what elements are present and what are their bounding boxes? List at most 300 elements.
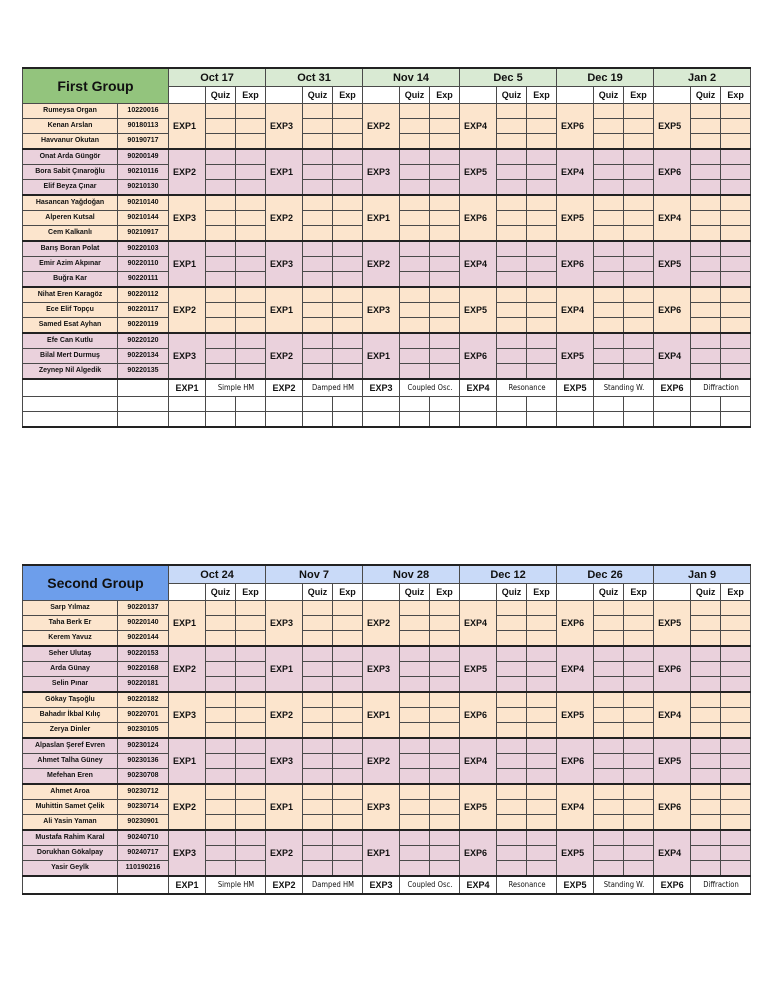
quiz-grade-cell[interactable] <box>497 241 527 257</box>
exp-grade-cell[interactable] <box>721 364 751 380</box>
quiz-grade-cell[interactable] <box>206 754 236 769</box>
quiz-grade-cell[interactable] <box>303 195 333 211</box>
quiz-grade-cell[interactable] <box>400 318 430 334</box>
exp-grade-cell[interactable] <box>430 165 460 180</box>
exp-grade-cell[interactable] <box>721 119 751 134</box>
quiz-grade-cell[interactable] <box>206 830 236 846</box>
quiz-grade-cell[interactable] <box>303 815 333 831</box>
exp-grade-cell[interactable] <box>624 119 654 134</box>
quiz-grade-cell[interactable] <box>206 769 236 785</box>
exp-grade-cell[interactable] <box>236 349 266 364</box>
exp-grade-cell[interactable] <box>721 241 751 257</box>
quiz-grade-cell[interactable] <box>594 662 624 677</box>
exp-grade-cell[interactable] <box>236 662 266 677</box>
quiz-grade-cell[interactable] <box>594 754 624 769</box>
exp-grade-cell[interactable] <box>527 149 557 165</box>
exp-grade-cell[interactable] <box>236 195 266 211</box>
empty-cell[interactable] <box>303 412 333 428</box>
exp-grade-cell[interactable] <box>624 303 654 318</box>
exp-grade-cell[interactable] <box>527 677 557 693</box>
quiz-grade-cell[interactable] <box>691 738 721 754</box>
quiz-grade-cell[interactable] <box>303 180 333 196</box>
empty-cell[interactable] <box>118 397 169 412</box>
exp-grade-cell[interactable] <box>527 104 557 119</box>
exp-grade-cell[interactable] <box>624 104 654 119</box>
quiz-grade-cell[interactable] <box>303 257 333 272</box>
quiz-grade-cell[interactable] <box>691 134 721 150</box>
quiz-grade-cell[interactable] <box>497 677 527 693</box>
quiz-grade-cell[interactable] <box>594 846 624 861</box>
exp-grade-cell[interactable] <box>236 631 266 647</box>
exp-grade-cell[interactable] <box>527 601 557 616</box>
exp-grade-cell[interactable] <box>236 601 266 616</box>
quiz-grade-cell[interactable] <box>400 646 430 662</box>
empty-cell[interactable] <box>169 397 206 412</box>
quiz-grade-cell[interactable] <box>497 119 527 134</box>
exp-grade-cell[interactable] <box>624 211 654 226</box>
quiz-grade-cell[interactable] <box>303 211 333 226</box>
quiz-grade-cell[interactable] <box>691 165 721 180</box>
exp-grade-cell[interactable] <box>624 708 654 723</box>
exp-grade-cell[interactable] <box>527 241 557 257</box>
exp-grade-cell[interactable] <box>624 272 654 288</box>
exp-grade-cell[interactable] <box>333 815 363 831</box>
quiz-grade-cell[interactable] <box>303 784 333 800</box>
quiz-grade-cell[interactable] <box>594 303 624 318</box>
quiz-grade-cell[interactable] <box>691 861 721 877</box>
exp-grade-cell[interactable] <box>624 195 654 211</box>
quiz-grade-cell[interactable] <box>691 662 721 677</box>
empty-cell[interactable] <box>333 412 363 428</box>
exp-grade-cell[interactable] <box>236 272 266 288</box>
exp-grade-cell[interactable] <box>430 287 460 303</box>
exp-grade-cell[interactable] <box>333 211 363 226</box>
exp-grade-cell[interactable] <box>236 364 266 380</box>
exp-grade-cell[interactable] <box>527 754 557 769</box>
quiz-grade-cell[interactable] <box>497 364 527 380</box>
quiz-grade-cell[interactable] <box>497 601 527 616</box>
exp-grade-cell[interactable] <box>236 616 266 631</box>
quiz-grade-cell[interactable] <box>206 195 236 211</box>
exp-grade-cell[interactable] <box>624 601 654 616</box>
exp-grade-cell[interactable] <box>624 723 654 739</box>
quiz-grade-cell[interactable] <box>691 333 721 349</box>
empty-cell[interactable] <box>23 397 118 412</box>
quiz-grade-cell[interactable] <box>497 303 527 318</box>
quiz-grade-cell[interactable] <box>206 241 236 257</box>
exp-grade-cell[interactable] <box>430 241 460 257</box>
quiz-grade-cell[interactable] <box>497 738 527 754</box>
exp-grade-cell[interactable] <box>333 104 363 119</box>
quiz-grade-cell[interactable] <box>206 601 236 616</box>
exp-grade-cell[interactable] <box>624 241 654 257</box>
exp-grade-cell[interactable] <box>721 180 751 196</box>
quiz-grade-cell[interactable] <box>400 349 430 364</box>
exp-grade-cell[interactable] <box>430 815 460 831</box>
exp-grade-cell[interactable] <box>236 241 266 257</box>
exp-grade-cell[interactable] <box>624 149 654 165</box>
exp-grade-cell[interactable] <box>527 769 557 785</box>
quiz-grade-cell[interactable] <box>206 662 236 677</box>
exp-grade-cell[interactable] <box>236 784 266 800</box>
quiz-grade-cell[interactable] <box>400 272 430 288</box>
exp-grade-cell[interactable] <box>624 631 654 647</box>
empty-cell[interactable] <box>430 397 460 412</box>
quiz-grade-cell[interactable] <box>303 677 333 693</box>
quiz-grade-cell[interactable] <box>303 646 333 662</box>
empty-cell[interactable] <box>118 412 169 428</box>
empty-cell[interactable] <box>527 412 557 428</box>
empty-cell[interactable] <box>430 412 460 428</box>
exp-grade-cell[interactable] <box>624 287 654 303</box>
exp-grade-cell[interactable] <box>430 800 460 815</box>
empty-cell[interactable] <box>169 412 206 428</box>
quiz-grade-cell[interactable] <box>691 257 721 272</box>
exp-grade-cell[interactable] <box>527 800 557 815</box>
quiz-grade-cell[interactable] <box>400 800 430 815</box>
quiz-grade-cell[interactable] <box>691 754 721 769</box>
quiz-grade-cell[interactable] <box>594 646 624 662</box>
exp-grade-cell[interactable] <box>527 815 557 831</box>
quiz-grade-cell[interactable] <box>497 180 527 196</box>
quiz-grade-cell[interactable] <box>594 723 624 739</box>
quiz-grade-cell[interactable] <box>303 226 333 242</box>
exp-grade-cell[interactable] <box>527 861 557 877</box>
quiz-grade-cell[interactable] <box>206 272 236 288</box>
exp-grade-cell[interactable] <box>236 287 266 303</box>
empty-cell[interactable] <box>236 412 266 428</box>
empty-cell[interactable] <box>691 397 721 412</box>
quiz-grade-cell[interactable] <box>206 708 236 723</box>
quiz-grade-cell[interactable] <box>594 784 624 800</box>
exp-grade-cell[interactable] <box>430 692 460 708</box>
exp-grade-cell[interactable] <box>721 104 751 119</box>
exp-grade-cell[interactable] <box>624 134 654 150</box>
exp-grade-cell[interactable] <box>430 738 460 754</box>
exp-grade-cell[interactable] <box>236 738 266 754</box>
exp-grade-cell[interactable] <box>430 861 460 877</box>
quiz-grade-cell[interactable] <box>206 861 236 877</box>
quiz-grade-cell[interactable] <box>303 134 333 150</box>
quiz-grade-cell[interactable] <box>691 104 721 119</box>
exp-grade-cell[interactable] <box>430 616 460 631</box>
quiz-grade-cell[interactable] <box>497 195 527 211</box>
quiz-grade-cell[interactable] <box>206 165 236 180</box>
quiz-grade-cell[interactable] <box>303 601 333 616</box>
exp-grade-cell[interactable] <box>333 784 363 800</box>
exp-grade-cell[interactable] <box>430 708 460 723</box>
quiz-grade-cell[interactable] <box>303 723 333 739</box>
quiz-grade-cell[interactable] <box>594 257 624 272</box>
quiz-grade-cell[interactable] <box>594 211 624 226</box>
exp-grade-cell[interactable] <box>721 272 751 288</box>
exp-grade-cell[interactable] <box>333 738 363 754</box>
exp-grade-cell[interactable] <box>721 662 751 677</box>
empty-cell[interactable] <box>460 412 497 428</box>
quiz-grade-cell[interactable] <box>691 769 721 785</box>
quiz-grade-cell[interactable] <box>206 677 236 693</box>
quiz-grade-cell[interactable] <box>691 616 721 631</box>
exp-grade-cell[interactable] <box>333 134 363 150</box>
exp-grade-cell[interactable] <box>721 257 751 272</box>
quiz-grade-cell[interactable] <box>497 754 527 769</box>
quiz-grade-cell[interactable] <box>400 119 430 134</box>
exp-grade-cell[interactable] <box>624 677 654 693</box>
quiz-grade-cell[interactable] <box>206 104 236 119</box>
quiz-grade-cell[interactable] <box>206 815 236 831</box>
exp-grade-cell[interactable] <box>527 165 557 180</box>
exp-grade-cell[interactable] <box>430 364 460 380</box>
empty-cell[interactable] <box>266 412 303 428</box>
quiz-grade-cell[interactable] <box>691 815 721 831</box>
quiz-grade-cell[interactable] <box>400 662 430 677</box>
empty-cell[interactable] <box>497 412 527 428</box>
quiz-grade-cell[interactable] <box>497 104 527 119</box>
exp-grade-cell[interactable] <box>333 272 363 288</box>
exp-grade-cell[interactable] <box>236 846 266 861</box>
quiz-grade-cell[interactable] <box>400 211 430 226</box>
empty-cell[interactable] <box>303 397 333 412</box>
quiz-grade-cell[interactable] <box>691 677 721 693</box>
exp-grade-cell[interactable] <box>721 303 751 318</box>
exp-grade-cell[interactable] <box>333 364 363 380</box>
exp-grade-cell[interactable] <box>721 830 751 846</box>
exp-grade-cell[interactable] <box>721 677 751 693</box>
quiz-grade-cell[interactable] <box>594 616 624 631</box>
exp-grade-cell[interactable] <box>624 784 654 800</box>
exp-grade-cell[interactable] <box>721 211 751 226</box>
quiz-grade-cell[interactable] <box>206 723 236 739</box>
quiz-grade-cell[interactable] <box>206 364 236 380</box>
exp-grade-cell[interactable] <box>430 677 460 693</box>
exp-grade-cell[interactable] <box>333 119 363 134</box>
empty-cell[interactable] <box>557 397 594 412</box>
exp-grade-cell[interactable] <box>527 723 557 739</box>
quiz-grade-cell[interactable] <box>594 800 624 815</box>
empty-cell[interactable] <box>363 397 400 412</box>
quiz-grade-cell[interactable] <box>594 165 624 180</box>
exp-grade-cell[interactable] <box>624 349 654 364</box>
quiz-grade-cell[interactable] <box>594 287 624 303</box>
empty-cell[interactable] <box>460 397 497 412</box>
quiz-grade-cell[interactable] <box>594 318 624 334</box>
exp-grade-cell[interactable] <box>624 226 654 242</box>
exp-grade-cell[interactable] <box>333 149 363 165</box>
exp-grade-cell[interactable] <box>527 226 557 242</box>
empty-cell[interactable] <box>654 412 691 428</box>
exp-grade-cell[interactable] <box>430 784 460 800</box>
exp-grade-cell[interactable] <box>721 616 751 631</box>
exp-grade-cell[interactable] <box>527 616 557 631</box>
exp-grade-cell[interactable] <box>430 303 460 318</box>
exp-grade-cell[interactable] <box>333 708 363 723</box>
quiz-grade-cell[interactable] <box>206 149 236 165</box>
quiz-grade-cell[interactable] <box>303 800 333 815</box>
quiz-grade-cell[interactable] <box>497 318 527 334</box>
quiz-grade-cell[interactable] <box>400 830 430 846</box>
exp-grade-cell[interactable] <box>430 257 460 272</box>
quiz-grade-cell[interactable] <box>497 830 527 846</box>
quiz-grade-cell[interactable] <box>206 211 236 226</box>
exp-grade-cell[interactable] <box>236 723 266 739</box>
exp-grade-cell[interactable] <box>236 180 266 196</box>
exp-grade-cell[interactable] <box>624 318 654 334</box>
exp-grade-cell[interactable] <box>721 134 751 150</box>
exp-grade-cell[interactable] <box>527 784 557 800</box>
quiz-grade-cell[interactable] <box>303 119 333 134</box>
exp-grade-cell[interactable] <box>236 134 266 150</box>
exp-grade-cell[interactable] <box>430 195 460 211</box>
exp-grade-cell[interactable] <box>527 631 557 647</box>
empty-cell[interactable] <box>363 412 400 428</box>
exp-grade-cell[interactable] <box>721 149 751 165</box>
exp-grade-cell[interactable] <box>236 119 266 134</box>
quiz-grade-cell[interactable] <box>594 631 624 647</box>
empty-cell[interactable] <box>721 397 751 412</box>
quiz-grade-cell[interactable] <box>206 257 236 272</box>
exp-grade-cell[interactable] <box>333 226 363 242</box>
quiz-grade-cell[interactable] <box>594 830 624 846</box>
quiz-grade-cell[interactable] <box>303 662 333 677</box>
quiz-grade-cell[interactable] <box>206 333 236 349</box>
quiz-grade-cell[interactable] <box>206 646 236 662</box>
exp-grade-cell[interactable] <box>236 211 266 226</box>
exp-grade-cell[interactable] <box>333 303 363 318</box>
empty-cell[interactable] <box>557 412 594 428</box>
quiz-grade-cell[interactable] <box>594 272 624 288</box>
quiz-grade-cell[interactable] <box>400 333 430 349</box>
quiz-grade-cell[interactable] <box>594 180 624 196</box>
exp-grade-cell[interactable] <box>236 769 266 785</box>
quiz-grade-cell[interactable] <box>303 104 333 119</box>
quiz-grade-cell[interactable] <box>594 149 624 165</box>
quiz-grade-cell[interactable] <box>206 784 236 800</box>
exp-grade-cell[interactable] <box>721 769 751 785</box>
exp-grade-cell[interactable] <box>527 830 557 846</box>
exp-grade-cell[interactable] <box>333 830 363 846</box>
quiz-grade-cell[interactable] <box>691 601 721 616</box>
quiz-grade-cell[interactable] <box>303 846 333 861</box>
quiz-grade-cell[interactable] <box>400 287 430 303</box>
exp-grade-cell[interactable] <box>236 333 266 349</box>
quiz-grade-cell[interactable] <box>303 738 333 754</box>
exp-grade-cell[interactable] <box>236 257 266 272</box>
quiz-grade-cell[interactable] <box>691 646 721 662</box>
quiz-grade-cell[interactable] <box>303 303 333 318</box>
exp-grade-cell[interactable] <box>333 287 363 303</box>
quiz-grade-cell[interactable] <box>206 692 236 708</box>
exp-grade-cell[interactable] <box>430 830 460 846</box>
exp-grade-cell[interactable] <box>236 677 266 693</box>
quiz-grade-cell[interactable] <box>691 846 721 861</box>
exp-grade-cell[interactable] <box>721 646 751 662</box>
exp-grade-cell[interactable] <box>527 349 557 364</box>
exp-grade-cell[interactable] <box>236 226 266 242</box>
exp-grade-cell[interactable] <box>721 165 751 180</box>
exp-grade-cell[interactable] <box>333 165 363 180</box>
exp-grade-cell[interactable] <box>527 364 557 380</box>
exp-grade-cell[interactable] <box>430 318 460 334</box>
exp-grade-cell[interactable] <box>430 211 460 226</box>
exp-grade-cell[interactable] <box>236 646 266 662</box>
exp-grade-cell[interactable] <box>527 211 557 226</box>
quiz-grade-cell[interactable] <box>594 692 624 708</box>
quiz-grade-cell[interactable] <box>400 861 430 877</box>
exp-grade-cell[interactable] <box>333 333 363 349</box>
quiz-grade-cell[interactable] <box>497 692 527 708</box>
exp-grade-cell[interactable] <box>721 861 751 877</box>
quiz-grade-cell[interactable] <box>303 241 333 257</box>
quiz-grade-cell[interactable] <box>691 195 721 211</box>
quiz-grade-cell[interactable] <box>206 800 236 815</box>
exp-grade-cell[interactable] <box>333 677 363 693</box>
exp-grade-cell[interactable] <box>721 226 751 242</box>
quiz-grade-cell[interactable] <box>594 195 624 211</box>
exp-grade-cell[interactable] <box>527 134 557 150</box>
quiz-grade-cell[interactable] <box>400 303 430 318</box>
exp-grade-cell[interactable] <box>527 195 557 211</box>
quiz-grade-cell[interactable] <box>400 738 430 754</box>
quiz-grade-cell[interactable] <box>303 830 333 846</box>
quiz-grade-cell[interactable] <box>400 149 430 165</box>
empty-cell[interactable] <box>400 412 430 428</box>
quiz-grade-cell[interactable] <box>400 104 430 119</box>
empty-cell[interactable] <box>206 412 236 428</box>
quiz-grade-cell[interactable] <box>497 723 527 739</box>
exp-grade-cell[interactable] <box>721 738 751 754</box>
quiz-grade-cell[interactable] <box>497 226 527 242</box>
quiz-grade-cell[interactable] <box>400 815 430 831</box>
exp-grade-cell[interactable] <box>236 815 266 831</box>
quiz-grade-cell[interactable] <box>497 708 527 723</box>
quiz-grade-cell[interactable] <box>206 738 236 754</box>
quiz-grade-cell[interactable] <box>497 257 527 272</box>
exp-grade-cell[interactable] <box>333 800 363 815</box>
exp-grade-cell[interactable] <box>527 646 557 662</box>
exp-grade-cell[interactable] <box>430 631 460 647</box>
quiz-grade-cell[interactable] <box>497 815 527 831</box>
quiz-grade-cell[interactable] <box>400 708 430 723</box>
quiz-grade-cell[interactable] <box>303 349 333 364</box>
empty-cell[interactable] <box>333 397 363 412</box>
exp-grade-cell[interactable] <box>430 226 460 242</box>
quiz-grade-cell[interactable] <box>691 211 721 226</box>
exp-grade-cell[interactable] <box>624 815 654 831</box>
quiz-grade-cell[interactable] <box>497 165 527 180</box>
quiz-grade-cell[interactable] <box>594 677 624 693</box>
quiz-grade-cell[interactable] <box>691 631 721 647</box>
quiz-grade-cell[interactable] <box>303 616 333 631</box>
quiz-grade-cell[interactable] <box>691 364 721 380</box>
exp-grade-cell[interactable] <box>721 287 751 303</box>
quiz-grade-cell[interactable] <box>206 226 236 242</box>
exp-grade-cell[interactable] <box>430 119 460 134</box>
exp-grade-cell[interactable] <box>430 754 460 769</box>
empty-cell[interactable] <box>691 412 721 428</box>
quiz-grade-cell[interactable] <box>497 211 527 226</box>
quiz-grade-cell[interactable] <box>594 104 624 119</box>
quiz-grade-cell[interactable] <box>691 349 721 364</box>
quiz-grade-cell[interactable] <box>400 677 430 693</box>
quiz-grade-cell[interactable] <box>303 333 333 349</box>
quiz-grade-cell[interactable] <box>206 631 236 647</box>
quiz-grade-cell[interactable] <box>691 784 721 800</box>
exp-grade-cell[interactable] <box>333 257 363 272</box>
exp-grade-cell[interactable] <box>721 631 751 647</box>
empty-cell[interactable] <box>527 397 557 412</box>
quiz-grade-cell[interactable] <box>594 708 624 723</box>
quiz-grade-cell[interactable] <box>594 815 624 831</box>
